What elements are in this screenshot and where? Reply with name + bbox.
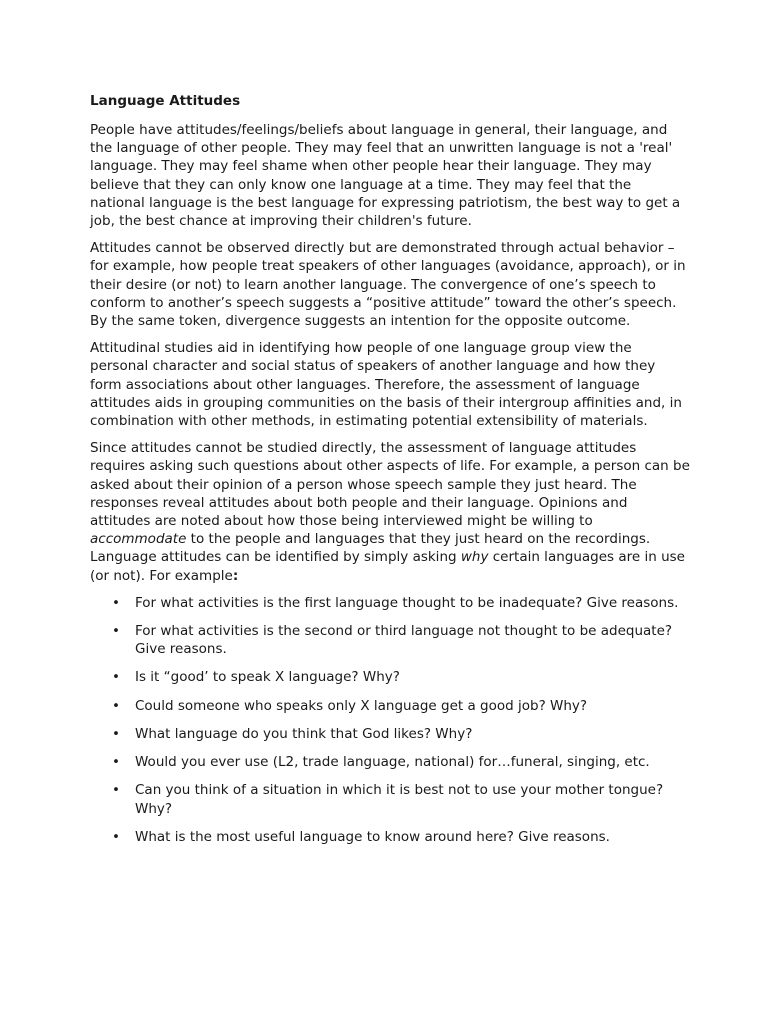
- question-text: What is the most useful language to know around here? Give reasons.: [135, 828, 610, 845]
- question-text: Can you think of a situation in which it is best not to use your mother tongue? Why?: [135, 782, 664, 817]
- list-item: [90, 697, 690, 715]
- question-text: For what activities is the second or third language not thought to be adequate? Give reasons.: [135, 623, 673, 658]
- paragraph-3: Attitudinal studies aid in identifying how people of one language group view the personal character and social status of speakers of another language and how they form associations about other languages. Therefore, the assessment of language attitudes aids in grouping communities on the basis of their intergroup affinities and, in combination with other methods, in estimating potential extensibility of materials.: [90, 340, 682, 430]
- question-text: Could someone who speaks only X language get a good job? Why?: [135, 697, 588, 714]
- paragraph-4-colon: :: [232, 567, 239, 584]
- emphasis-accommodate: accommodate: [90, 531, 187, 548]
- list-item: [90, 725, 690, 743]
- list-item: [90, 594, 690, 612]
- bullet-icon: •: [112, 782, 120, 799]
- paragraph-4-part-2: to the people and languages that they just heard on the recordings. Language attitudes can be identified by simply asking: [90, 531, 651, 566]
- bullet-icon: •: [112, 594, 120, 611]
- emphasis-why: why: [460, 549, 489, 566]
- document-title: Language Attitudes: [90, 93, 241, 109]
- paragraph-4-part-1: Since attitudes cannot be studied directly, the assessment of language attitudes requires asking such questions about other aspects of life. For example, a person can be asked about their opinion of a person whose speech sample they just heard. The responses reveal attitudes about both people and their language. Opinions and attitudes are noted about how those being interviewed might be willing to: [90, 440, 690, 530]
- paragraph-4: [90, 439, 690, 585]
- bullet-icon: •: [112, 697, 120, 714]
- list-item: [90, 753, 690, 771]
- list-item: [90, 828, 690, 846]
- bullet-icon: •: [112, 754, 120, 771]
- list-item: [90, 668, 690, 686]
- question-text: For what activities is the first language thought to be inadequate? Give reasons.: [135, 594, 679, 611]
- list-item: [90, 622, 690, 658]
- question-text: Is it “good’ to speak X language? Why?: [135, 669, 400, 686]
- paragraph-1: People have attitudes/feelings/beliefs about language in general, their language, and the language of other people. They may feel that an unwritten language is not a 'real' language. They may feel shame when other people hear their language. They may believe that they can only know one language at a time. They may feel that the national language is the best language for expressing patriotism, the best way to get a job, the best chance at improving their children's future.: [90, 122, 681, 230]
- bullet-icon: •: [112, 623, 120, 640]
- paragraph-4-part-3: certain languages are in use (or not). For example: [90, 549, 685, 584]
- question-list: [90, 594, 690, 846]
- bullet-icon: •: [112, 725, 120, 742]
- question-text: What language do you think that God likes? Why?: [135, 725, 473, 742]
- paragraph-2: Attitudes cannot be observed directly but are demonstrated through actual behavior – for example, how people treat speakers of other languages (avoidance, approach), or in their desire (or not) to learn another language. The convergence of one’s speech to conform to another’s speech suggests a “positive attitude” toward the other’s speech. By the same token, divergence suggests an intention for the opposite outcome.: [90, 240, 686, 330]
- list-item: [90, 781, 690, 817]
- bullet-icon: •: [112, 669, 120, 686]
- bullet-icon: •: [112, 828, 120, 845]
- question-text: Would you ever use (L2, trade language, national) for…funeral, singing, etc.: [135, 754, 650, 771]
- document-page: [90, 92, 690, 856]
